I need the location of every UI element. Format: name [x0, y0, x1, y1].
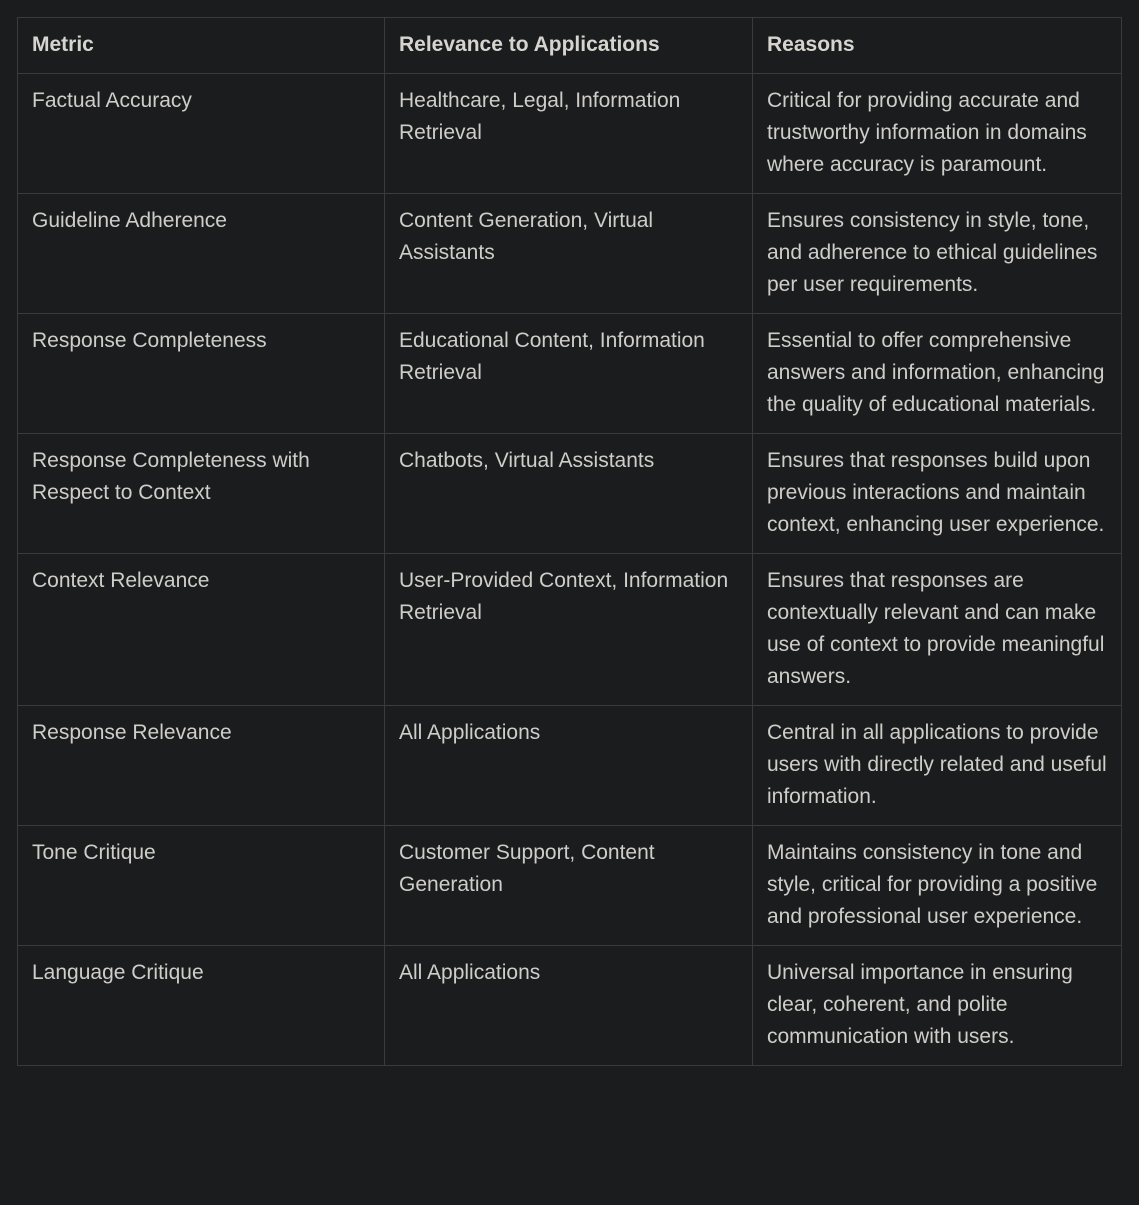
- relevance-cell: Chatbots, Virtual Assistants: [385, 434, 753, 554]
- relevance-cell: Healthcare, Legal, Information Retrieval: [385, 74, 753, 194]
- metric-cell: Response Relevance: [18, 706, 385, 826]
- table-row: [18, 434, 1122, 554]
- relevance-cell: Customer Support, Content Generation: [385, 826, 753, 946]
- reasons-cell: Critical for providing accurate and trustworthy information in domains where accuracy is paramount.: [753, 74, 1122, 194]
- header-reasons: Reasons: [753, 18, 1122, 74]
- metrics-table: [17, 17, 1122, 1066]
- relevance-cell: Educational Content, Information Retrieval: [385, 314, 753, 434]
- metric-cell: Guideline Adherence: [18, 194, 385, 314]
- relevance-cell: Content Generation, Virtual Assistants: [385, 194, 753, 314]
- relevance-cell: User-Provided Context, Information Retrieval: [385, 554, 753, 706]
- table-row: [18, 706, 1122, 826]
- table-row: [18, 74, 1122, 194]
- metric-cell: Language Critique: [18, 946, 385, 1066]
- header-relevance: Relevance to Applications: [385, 18, 753, 74]
- table-header-row: [18, 18, 1122, 74]
- table-row: [18, 314, 1122, 434]
- reasons-cell: Ensures that responses build upon previous interactions and maintain context, enhancing user experience.: [753, 434, 1122, 554]
- reasons-cell: Ensures that responses are contextually relevant and can make use of context to provide meaningful answers.: [753, 554, 1122, 706]
- metrics-table-container: [17, 17, 1121, 1066]
- metric-cell: Response Completeness: [18, 314, 385, 434]
- table-row: [18, 554, 1122, 706]
- relevance-cell: All Applications: [385, 706, 753, 826]
- reasons-cell: Universal importance in ensuring clear, coherent, and polite communication with users.: [753, 946, 1122, 1066]
- metric-cell: Response Completeness with Respect to Context: [18, 434, 385, 554]
- metric-cell: Tone Critique: [18, 826, 385, 946]
- table-row: [18, 194, 1122, 314]
- reasons-cell: Ensures consistency in style, tone, and adherence to ethical guidelines per user requirements.: [753, 194, 1122, 314]
- metric-cell: Context Relevance: [18, 554, 385, 706]
- relevance-cell: All Applications: [385, 946, 753, 1066]
- metric-cell: Factual Accuracy: [18, 74, 385, 194]
- table-row: [18, 826, 1122, 946]
- reasons-cell: Maintains consistency in tone and style, critical for providing a positive and professional user experience.: [753, 826, 1122, 946]
- table-row: [18, 946, 1122, 1066]
- header-metric: Metric: [18, 18, 385, 74]
- reasons-cell: Essential to offer comprehensive answers and information, enhancing the quality of educational materials.: [753, 314, 1122, 434]
- reasons-cell: Central in all applications to provide users with directly related and useful information.: [753, 706, 1122, 826]
